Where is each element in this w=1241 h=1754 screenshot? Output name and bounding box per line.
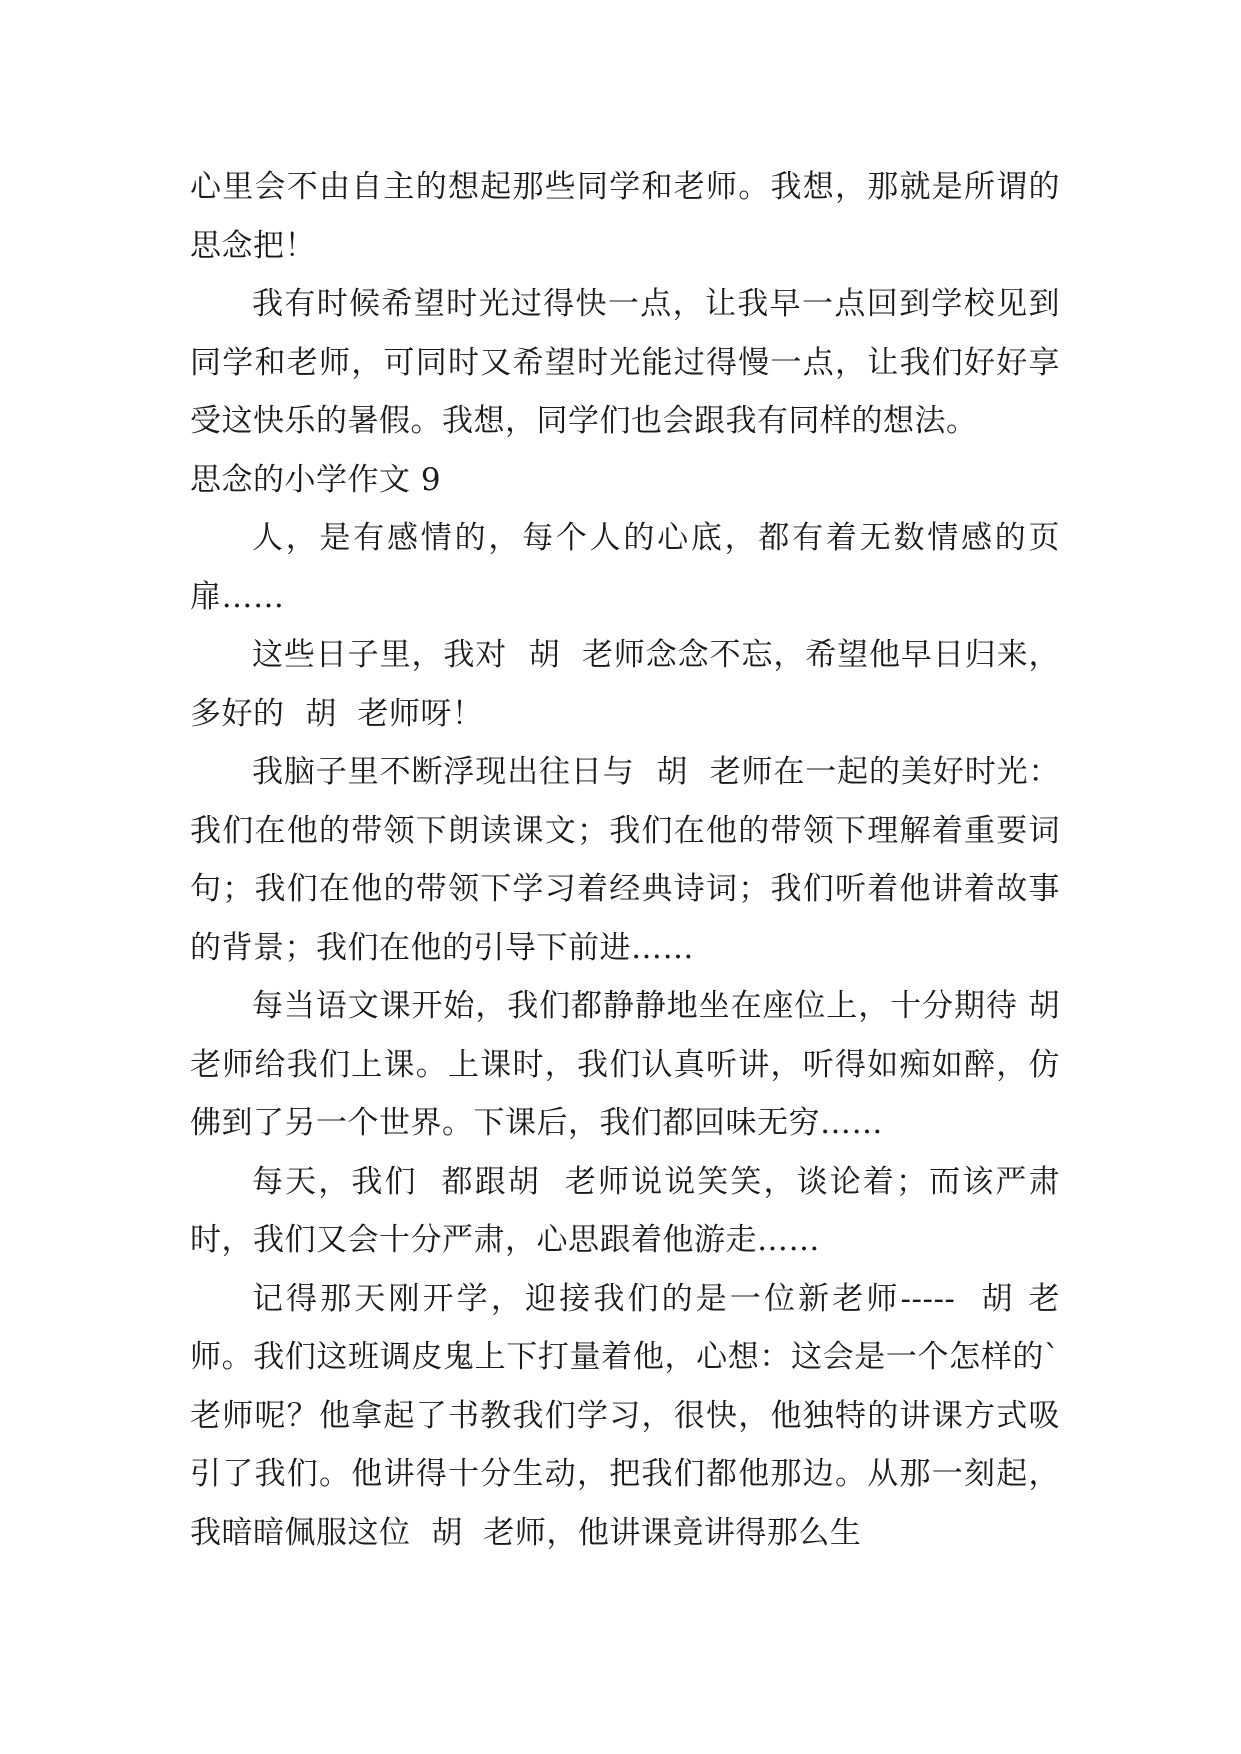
document-body	[190, 158, 1081, 1562]
section-heading: 思念的小学作文 9	[190, 461, 442, 498]
paragraph-6: 每当语文课开始，我们都静静地坐在座位上，十分期待 胡 老师给我们上课。上课时，我们认真听讲，听得如痴如醉，仿佛到了另一个世界。下课后，我们都回味无穷……	[190, 988, 1081, 1141]
paragraph-4: 这些日子里，我对 胡 老师念念不忘，希望他早日归来，多好的 胡 老师呀！	[190, 637, 1060, 732]
paragraph-1: 心里会不由自主的想起那些同学和老师。我想，那就是所谓的思念把！	[190, 169, 1060, 264]
paragraph-2: 我有时候希望时光过得快一点，让我早一点回到学校见到同学和老师，可同时又希望时光能过得慢一点，让我们好好享受这快乐的暑假。我想，同学们也会跟我有同样的想法。	[190, 286, 1060, 439]
paragraph-3: 人，是有感情的，每个人的心底，都有着无数情感的页扉……	[190, 520, 1060, 615]
paragraph-5: 我脑子里不断浮现出往日与 胡 老师在一起的美好时光：我们在他的带领下朗读课文；我们在他的带领下理解着重要词句；我们在他的带领下学习着经典诗词；我们听着他讲着故事的背景；我们在他的引导下前进……	[190, 754, 1060, 966]
paragraph-7: 每天，我们 都跟胡 老师说说笑笑，谈论着；而该严肃时，我们又会十分严肃，心思跟着他游走……	[190, 1163, 1060, 1258]
paragraph-8: 记得那天刚开学，迎接我们的是一位新老师----- 胡 老师。我们这班调皮鬼上下打量着他，心想：这会是一个怎样的`老师呢？他拿起了书教我们学习，很快，他独特的讲课方式吸引了我们。他讲得十分生动，把我们都他那边。从那一刻起，我暗暗佩服这位 胡 老师，他讲课竟讲得那么生	[190, 1280, 1060, 1551]
